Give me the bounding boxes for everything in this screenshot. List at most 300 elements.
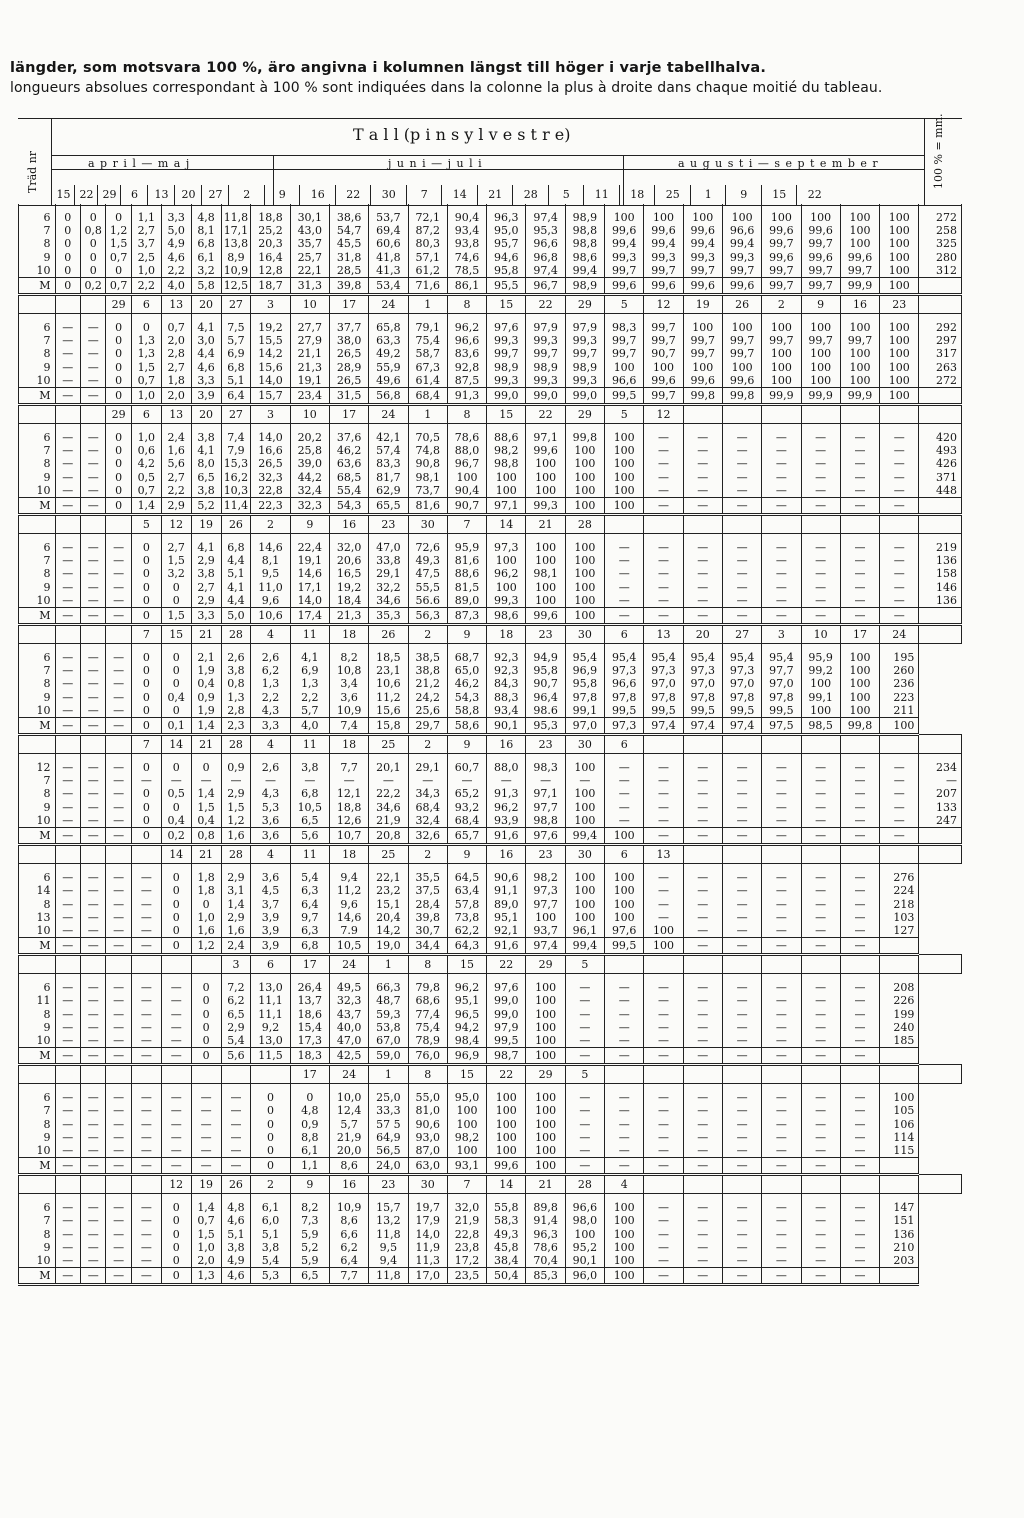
group-date: 6	[605, 625, 644, 644]
percent-cell: 0	[55, 224, 80, 237]
percent-cell: 100	[526, 1048, 565, 1065]
group-date	[840, 845, 879, 864]
percent-cell: 5,7	[290, 704, 329, 718]
percent-cell: 4,6	[221, 1214, 251, 1227]
group-date: 21	[191, 735, 221, 754]
percent-cell: 100	[526, 1131, 565, 1144]
percent-cell: 19,7	[408, 1194, 447, 1215]
tree-number: 6	[19, 1084, 56, 1105]
percent-cell: 0	[131, 704, 161, 718]
percent-cell: 4,3	[251, 787, 290, 800]
percent-cell: —	[55, 1008, 80, 1021]
percent-cell: —	[880, 554, 919, 567]
percent-cell: 5,6	[290, 828, 329, 845]
percent-cell: 0	[131, 801, 161, 814]
blank-cell	[19, 955, 56, 974]
group-date: 16	[840, 295, 879, 314]
percent-cell: 74,6	[447, 251, 486, 264]
percent-cell: 12,4	[329, 1104, 368, 1117]
percent-cell: 97,6	[487, 974, 526, 995]
percent-cell: —	[722, 1268, 761, 1285]
percent-cell: 100	[447, 1104, 486, 1117]
blank-cell	[919, 845, 962, 864]
percent-cell: 100	[880, 264, 919, 278]
length-100pct: 133	[919, 801, 962, 814]
group-date	[801, 1175, 840, 1194]
percent-cell: 15,7	[251, 388, 290, 405]
percent-cell: —	[722, 554, 761, 567]
percent-cell: 7,2	[221, 974, 251, 995]
percent-cell: 100	[722, 361, 761, 374]
length-100pct: 100	[880, 718, 919, 735]
percent-cell: 83,6	[447, 347, 486, 360]
percent-cell: 1,4	[191, 1194, 221, 1215]
percent-cell: —	[55, 1048, 80, 1065]
group-date: 12	[644, 295, 683, 314]
percent-cell: 100	[605, 204, 644, 224]
blank-cell	[19, 405, 56, 424]
percent-cell: 98,5	[801, 718, 840, 735]
group-date: 28	[221, 845, 251, 864]
group-date: 1	[369, 1065, 408, 1084]
percent-cell: —	[191, 1144, 221, 1158]
header-date: 15	[761, 185, 798, 205]
percent-cell: —	[80, 1008, 105, 1021]
percent-cell: —	[565, 1048, 604, 1065]
percent-cell: 99,6	[722, 374, 761, 388]
percent-cell: 5,4	[251, 1254, 290, 1268]
percent-cell: 5,2	[290, 1241, 329, 1254]
percent-cell: —	[526, 774, 565, 787]
group-date	[106, 1065, 131, 1084]
percent-cell: 49,6	[369, 374, 408, 388]
percent-cell: —	[722, 864, 761, 885]
group-date	[80, 405, 105, 424]
percent-cell: 88,6	[447, 567, 486, 580]
group-date	[644, 735, 683, 754]
table-row	[19, 664, 962, 677]
percent-cell: 0	[161, 581, 191, 594]
percent-cell: 90,7	[447, 498, 486, 515]
percent-cell: 100	[526, 1034, 565, 1048]
percent-cell: 63,0	[408, 1158, 447, 1175]
percent-cell: 60,6	[369, 237, 408, 250]
group-date: 9	[290, 1175, 329, 1194]
percent-cell: 0	[131, 567, 161, 580]
group-date	[880, 1175, 919, 1194]
group-date	[80, 515, 105, 534]
percent-cell: —	[487, 774, 526, 787]
length-100pct: 276	[880, 864, 919, 885]
percent-cell: —	[801, 594, 840, 608]
length-100pct: 208	[880, 974, 919, 995]
percent-cell: —	[722, 911, 761, 924]
percent-cell: 0	[106, 388, 131, 405]
percent-cell: —	[722, 567, 761, 580]
percent-cell: —	[683, 1241, 722, 1254]
group-date-row	[19, 625, 962, 644]
percent-cell: 8,1	[251, 554, 290, 567]
percent-cell: 0	[131, 677, 161, 690]
percent-cell: —	[644, 1254, 683, 1268]
percent-cell: 99,1	[565, 704, 604, 718]
length-100pct: 272	[919, 204, 962, 224]
percent-cell: 16,2	[221, 471, 251, 484]
percent-cell: —	[880, 457, 919, 470]
percent-cell: —	[683, 1228, 722, 1241]
header-date: 27	[201, 185, 229, 205]
percent-cell: —	[801, 864, 840, 885]
percent-cell: —	[55, 314, 80, 335]
percent-cell: —	[80, 388, 105, 405]
percent-cell: 34,3	[408, 787, 447, 800]
percent-cell: —	[191, 1104, 221, 1117]
percent-cell: —	[55, 994, 80, 1007]
length-100pct: 280	[919, 251, 962, 264]
percent-cell: 5,1	[251, 1228, 290, 1241]
percent-cell: 0,7	[131, 374, 161, 388]
percent-cell: 22,8	[447, 1228, 486, 1241]
percent-cell: 95,2	[565, 1241, 604, 1254]
percent-cell: 6,2	[329, 1241, 368, 1254]
percent-cell: 100	[762, 314, 801, 335]
group-date	[131, 1065, 161, 1084]
percent-cell: 32,0	[329, 534, 368, 555]
percent-cell: 0	[161, 704, 191, 718]
percent-cell: 14,0	[251, 374, 290, 388]
percent-cell: 96,2	[487, 801, 526, 814]
percent-cell: 99,7	[762, 278, 801, 295]
percent-cell: —	[840, 1104, 879, 1117]
percent-cell: 63,3	[369, 334, 408, 347]
tree-number: 9	[19, 361, 56, 374]
group-date: 9	[447, 735, 486, 754]
percent-cell: 96,2	[447, 974, 486, 995]
percent-cell: 100	[565, 444, 604, 457]
percent-cell: —	[722, 994, 761, 1007]
percent-cell: 10,5	[329, 938, 368, 955]
percent-cell: 6,5	[290, 814, 329, 828]
percent-cell: —	[683, 787, 722, 800]
percent-cell: 0	[131, 534, 161, 555]
group-date: 21	[191, 625, 221, 644]
tree-number: 8	[19, 1008, 56, 1021]
mean-row	[19, 1048, 962, 1065]
header-date: 30	[370, 185, 407, 205]
percent-cell: 73,8	[447, 911, 486, 924]
percent-cell: 21,2	[408, 677, 447, 690]
percent-cell: 54,7	[329, 224, 368, 237]
group-date: 5	[565, 1065, 604, 1084]
percent-cell: —	[106, 1268, 131, 1285]
percent-cell: —	[840, 444, 879, 457]
percent-cell: 68,4	[408, 801, 447, 814]
percent-cell: 97,3	[722, 664, 761, 677]
group-date	[55, 1065, 80, 1084]
percent-cell: —	[55, 608, 80, 625]
percent-cell: —	[106, 774, 131, 787]
percent-cell: 100	[565, 498, 604, 515]
percent-cell: 13,2	[369, 1214, 408, 1227]
percent-cell: —	[762, 994, 801, 1007]
percent-cell: 98,7	[487, 1048, 526, 1065]
percent-cell: —	[80, 471, 105, 484]
group-date	[106, 845, 131, 864]
percent-cell: 2,7	[191, 581, 221, 594]
group-date	[880, 735, 919, 754]
percent-cell: 53,8	[369, 1021, 408, 1034]
percent-cell: 31,3	[290, 278, 329, 295]
percent-cell: 100	[487, 581, 526, 594]
percent-cell: 96,6	[722, 224, 761, 237]
percent-cell: —	[722, 1118, 761, 1131]
percent-cell: 18,4	[329, 594, 368, 608]
percent-cell: 15,6	[251, 361, 290, 374]
group-date: 5	[605, 405, 644, 424]
percent-cell: —	[131, 1048, 161, 1065]
group-date: 26	[221, 1175, 251, 1194]
percent-cell: —	[840, 974, 879, 995]
percent-cell: 10,5	[290, 801, 329, 814]
percent-cell: 99,7	[840, 264, 879, 278]
percent-cell: —	[55, 1228, 80, 1241]
percent-cell: —	[801, 1158, 840, 1175]
percent-cell: 7.9	[329, 924, 368, 938]
group-date	[762, 515, 801, 534]
percent-cell: —	[55, 457, 80, 470]
group-date-row	[19, 955, 962, 974]
percent-cell: 9,4	[329, 864, 368, 885]
percent-cell: 32,3	[290, 498, 329, 515]
percent-cell: —	[106, 1144, 131, 1158]
percent-cell: 55,4	[329, 484, 368, 498]
percent-cell: —	[80, 567, 105, 580]
percent-cell: 43,7	[329, 1008, 368, 1021]
percent-cell: 7,5	[221, 314, 251, 335]
percent-cell: —	[80, 664, 105, 677]
percent-cell: —	[683, 814, 722, 828]
percent-cell: 99,5	[683, 704, 722, 718]
percent-cell: —	[131, 864, 161, 885]
group-date	[131, 845, 161, 864]
percent-cell: 21,3	[329, 608, 368, 625]
percent-cell: —	[683, 754, 722, 775]
table-row	[19, 1214, 962, 1227]
percent-cell: 100	[605, 1254, 644, 1268]
percent-cell: 96,6	[447, 334, 486, 347]
percent-cell: 95,4	[605, 644, 644, 665]
percent-cell: —	[762, 884, 801, 897]
table-row	[19, 774, 962, 787]
percent-cell: 79,8	[408, 974, 447, 995]
percent-cell: 0	[55, 278, 80, 295]
blank-cell	[19, 735, 56, 754]
percent-cell: —	[644, 608, 683, 625]
percent-cell: 0	[191, 974, 221, 995]
percent-cell: —	[161, 1008, 191, 1021]
percent-cell: 59,3	[369, 1008, 408, 1021]
percent-cell: —	[644, 911, 683, 924]
percent-cell: 1,3	[131, 334, 161, 347]
percent-cell: —	[106, 1084, 131, 1105]
percent-cell: 100	[880, 374, 919, 388]
percent-cell: —	[683, 974, 722, 995]
tree-number: 9	[19, 691, 56, 704]
percent-cell: 100	[605, 1268, 644, 1285]
group-date	[762, 405, 801, 424]
group-date: 12	[644, 405, 683, 424]
percent-cell: 3,0	[191, 334, 221, 347]
percent-cell: 43,0	[290, 224, 329, 237]
percent-cell: —	[106, 1021, 131, 1034]
percent-cell: 100	[447, 1144, 486, 1158]
length-100pct: 127	[880, 924, 919, 938]
percent-cell: 0	[191, 1008, 221, 1021]
percent-cell: 98,9	[565, 204, 604, 224]
tree-number: M	[19, 718, 56, 735]
percent-cell: 98,8	[526, 814, 565, 828]
length-100pct: 223	[880, 691, 919, 704]
length-100pct: 234	[919, 754, 962, 775]
percent-cell: 64,5	[447, 864, 486, 885]
percent-cell: 96,5	[447, 1008, 486, 1021]
group-date	[55, 1175, 80, 1194]
tree-number: 10	[19, 1254, 56, 1268]
percent-cell: 97,8	[762, 691, 801, 704]
percent-cell: 100	[683, 314, 722, 335]
percent-cell: 97,3	[605, 664, 644, 677]
percent-cell: —	[644, 484, 683, 498]
percent-cell: 100	[526, 1104, 565, 1117]
percent-cell: —	[683, 471, 722, 484]
percent-cell: 97,4	[644, 718, 683, 735]
percent-cell: 1,5	[161, 554, 191, 567]
group-date	[840, 515, 879, 534]
percent-cell: 1,5	[221, 801, 251, 814]
percent-cell: 63,4	[447, 884, 486, 897]
percent-cell: 99,3	[487, 334, 526, 347]
percent-cell: —	[605, 787, 644, 800]
percent-cell: 0	[106, 484, 131, 498]
percent-cell: 87,0	[408, 1144, 447, 1158]
percent-cell: —	[722, 884, 761, 897]
percent-cell: —	[106, 814, 131, 828]
table-row	[19, 801, 962, 814]
percent-cell: —	[80, 457, 105, 470]
percent-cell: 1,3	[290, 677, 329, 690]
percent-cell: 97,3	[487, 534, 526, 555]
percent-cell: 88,0	[447, 444, 486, 457]
percent-cell: 10,3	[221, 484, 251, 498]
tree-number: 10	[19, 1144, 56, 1158]
percent-cell: 1,1	[290, 1158, 329, 1175]
percent-cell: 41,3	[369, 264, 408, 278]
percent-cell: —	[722, 1228, 761, 1241]
percent-cell: 98,3	[526, 754, 565, 775]
percent-cell: 2,0	[191, 1254, 221, 1268]
percent-cell: 99,9	[840, 278, 879, 295]
percent-cell: 0	[131, 581, 161, 594]
percent-cell: 81,6	[447, 554, 486, 567]
percent-cell: 100	[487, 1144, 526, 1158]
percent-cell: 19,0	[369, 938, 408, 955]
group-date: 24	[369, 295, 408, 314]
group-date: 14	[487, 515, 526, 534]
percent-cell: 100	[722, 204, 761, 224]
tree-number: 7	[19, 1104, 56, 1117]
percent-cell: 2,2	[251, 691, 290, 704]
percent-cell: —	[131, 1008, 161, 1021]
percent-cell: 98,2	[526, 864, 565, 885]
percent-cell: 99,4	[565, 938, 604, 955]
percent-cell: —	[131, 1228, 161, 1241]
percent-cell: —	[801, 1194, 840, 1215]
percent-cell: —	[880, 424, 919, 445]
percent-cell: 23,8	[447, 1241, 486, 1254]
percent-cell: 15,1	[369, 898, 408, 911]
percent-cell: 99,5	[605, 388, 644, 405]
percent-cell: —	[840, 1118, 879, 1131]
percent-cell: 11,1	[251, 1008, 290, 1021]
percent-cell: 99,3	[722, 251, 761, 264]
percent-cell: 4,6	[161, 251, 191, 264]
percent-cell: 6,3	[290, 924, 329, 938]
percent-cell: —	[55, 484, 80, 498]
percent-cell: 30,1	[290, 204, 329, 224]
percent-cell: —	[683, 567, 722, 580]
percent-cell: 95,9	[447, 534, 486, 555]
percent-cell: 32,3	[329, 994, 368, 1007]
table-row	[19, 204, 962, 224]
period-april-may: a p r i l — m a j	[88, 157, 191, 170]
percent-cell: 3,3	[251, 718, 290, 735]
percent-cell: —	[683, 911, 722, 924]
percent-cell: 45,8	[487, 1241, 526, 1254]
percent-cell: 11,8	[369, 1268, 408, 1285]
percent-cell: 68,4	[447, 814, 486, 828]
percent-cell: 97,1	[526, 787, 565, 800]
percent-cell: —	[880, 594, 919, 608]
percent-cell: 0	[106, 264, 131, 278]
percent-cell: —	[80, 704, 105, 718]
percent-cell: —	[106, 1008, 131, 1021]
percent-cell: 15,4	[290, 1021, 329, 1034]
length-100pct: 426	[919, 457, 962, 470]
percent-cell: 6,5	[221, 1008, 251, 1021]
percent-cell: —	[683, 444, 722, 457]
table-row	[19, 814, 962, 828]
percent-cell: —	[106, 938, 131, 955]
percent-cell: 61,4	[408, 374, 447, 388]
percent-cell: —	[801, 1048, 840, 1065]
percent-cell: 23,4	[290, 388, 329, 405]
percent-cell: —	[106, 677, 131, 690]
group-date: 4	[605, 1175, 644, 1194]
percent-cell: 99,7	[762, 237, 801, 250]
percent-cell: 96,0	[565, 1268, 604, 1285]
percent-cell: 93,8	[447, 237, 486, 250]
percent-cell: 2,8	[161, 347, 191, 360]
percent-cell: —	[80, 374, 105, 388]
percent-cell: —	[131, 1194, 161, 1215]
percent-cell: 100	[880, 224, 919, 237]
tree-number: 13	[19, 911, 56, 924]
percent-cell: —	[722, 1254, 761, 1268]
length-100pct: 136	[880, 1228, 919, 1241]
percent-cell: —	[722, 974, 761, 995]
group-date	[55, 625, 80, 644]
percent-cell: 99,5	[762, 704, 801, 718]
